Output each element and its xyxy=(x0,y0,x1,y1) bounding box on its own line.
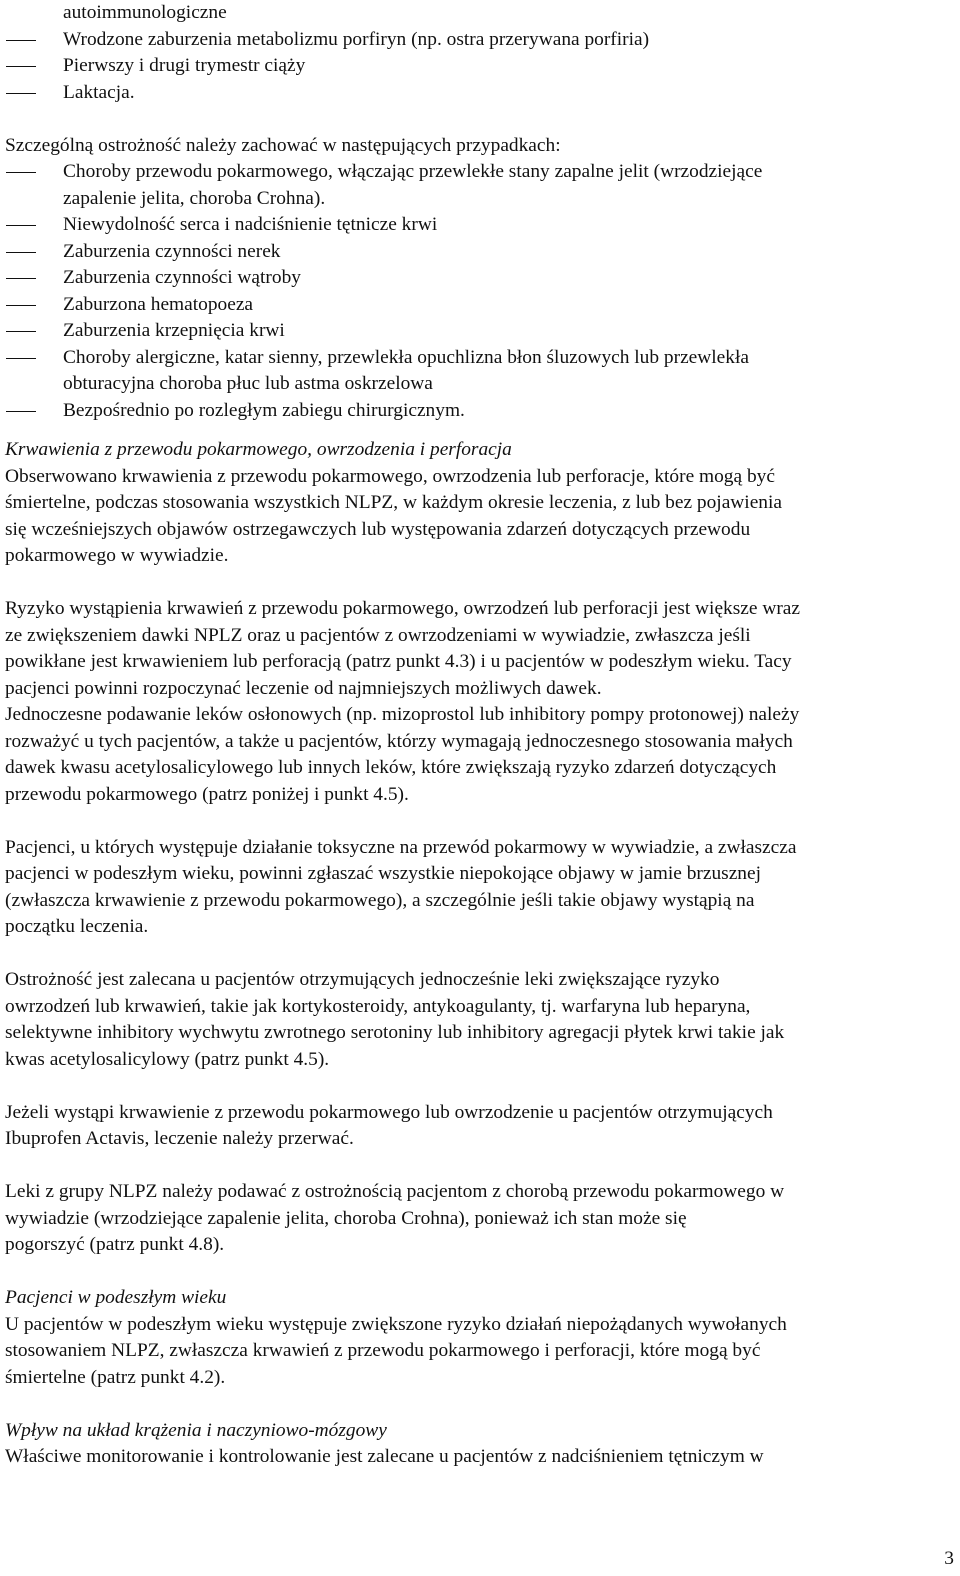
dash-bullet-icon xyxy=(6,265,36,292)
list-item: Choroby alergiczne, katar sienny, przewlekła opuchlizna błon śluzowych lub przewlekła obturacyjna choroba płuc lub astma oskrzelowa xyxy=(5,345,955,398)
list-item: Zaburzona hematopoeza xyxy=(5,292,955,319)
paragraph-elderly: U pacjentów w podeszłym wieku występuje zwiększone ryzyko działań niepożądanych wywołanych stosowaniem NLPZ, zwłaszcza krwawień z przewodu pokarmowego i perforacji, które mogą być śmiertelne (patrz punkt 4.2). xyxy=(5,1313,787,1388)
paragraph-gi-2: Ryzyko wystąpienia krwawień z przewodu pokarmowego, owrzodzeń lub perforacji jest większe wraz ze zwiększeniem dawki NPLZ oraz u pacjentów z owrzodzeniami w wywiadzie, zwłaszcza jeśli powikłane jest krwawieniem lub perforacją (patrz punkt 4.3) i u pacjentów w podeszłym wieku. Tacy pacjenci powinni rozpoczynać leczenie od najmniejszych możliwych dawek. Jednoczesne podawanie leków osłonowych (np. mizoprostol lub inhibitory pompy protonowej) należy rozważyć u tych pacjentów, a także u pacjentów, którzy wymagają jednoczesnego stosowania małych dawek kwasu acetylosalicylowego lub innych leków, które zwiększają ryzyko zdarzeń dotyczących przewodu pokarmowego (patrz poniżej i punkt 4.5). xyxy=(5,598,801,805)
list-item: Choroby przewodu pokarmowego, włączając przewlekłe stany zapalne jelit (wrzodziejące zapalenie jelita, choroba Crohna). xyxy=(5,159,955,212)
paragraph-gi-1: Obserwowano krwawienia z przewodu pokarmowego, owrzodzenia lub perforacje, które mogą być śmiertelne, podczas stosowania wszystkich NLPZ, w każdym okresie leczenia, z lub bez pojawienia się wcześniejszych objawów ostrzegawczych lub występowania zdarzeń dotyczących przewodu pokarmowego w wywiadzie. xyxy=(5,465,782,566)
dash-bullet-icon xyxy=(6,239,36,266)
paragraph-gi-6: Leki z grupy NLPZ należy podawać z ostrożnością pacjentom z chorobą przewodu pokarmowego w wywiadzie (wrzodziejące zapalenie jelita, choroba Crohna), ponieważ ich stan może się pogorszyć (patrz punkt 4.8). xyxy=(5,1181,785,1255)
dash-bullet-icon xyxy=(6,80,36,107)
spacer xyxy=(5,1259,955,1286)
list-item: Zaburzenia czynności nerek xyxy=(5,239,955,266)
spacer xyxy=(5,106,955,133)
paragraph-gi-3: Pacjenci, u których występuje działanie toksyczne na przewód pokarmowy w wywiadzie, a zwłaszcza pacjenci w podeszłym wieku, powinni zgłaszać wszystkie niepokojące objawy w jamie brzusznej (zwłaszcza krwawienie z przewodu pokarmowego), a szczególnie jeśli takie objawy wystąpią na początku leczenia. xyxy=(5,836,797,937)
section-heading-elderly: Pacjenci w podeszłym wieku xyxy=(5,1287,227,1308)
list-item: Niewydolność serca i nadciśnienie tętnicze krwi xyxy=(5,212,955,239)
spacer xyxy=(5,808,955,835)
paragraph-gi-5: Jeżeli wystąpi krwawienie z przewodu pokarmowego lub owrzodzenie u pacjentów otrzymujących Ibuprofen Actavis, leczenie należy przerwać. xyxy=(5,1101,773,1149)
spacer xyxy=(5,1073,955,1100)
caution-list xyxy=(5,159,955,424)
dash-bullet-icon xyxy=(6,398,36,425)
section-heading-cardio: Wpływ na układ krążenia i naczyniowo-mózgowy xyxy=(5,1419,387,1441)
document-page xyxy=(5,0,955,1471)
list-item: Bezpośrednio po rozległym zabiegu chirurgicznym. xyxy=(5,398,955,425)
caution-intro: Szczególną ostrożność należy zachować w następujących przypadkach: xyxy=(5,134,561,156)
list-continuation: autoimmunologiczne xyxy=(63,2,227,23)
spacer xyxy=(5,941,955,968)
spacer xyxy=(5,1391,955,1418)
list-item: Wrodzone zaburzenia metabolizmu porfiryn (np. ostra przerywana porfiria) xyxy=(5,27,955,54)
list-item: Zaburzenia czynności wątroby xyxy=(5,265,955,292)
dash-bullet-icon xyxy=(6,159,36,186)
section-heading-gi: Krwawienia z przewodu pokarmowego, owrzodzenia i perforacja xyxy=(5,439,512,460)
dash-bullet-icon xyxy=(6,212,36,239)
dash-bullet-icon xyxy=(6,292,36,319)
list-item: Laktacja. xyxy=(5,80,955,107)
dash-bullet-icon xyxy=(6,318,36,345)
list-item: Pierwszy i drugi trymestr ciąży xyxy=(5,53,955,80)
spacer xyxy=(5,424,955,437)
contraindications-list xyxy=(5,27,955,107)
spacer xyxy=(5,570,955,597)
dash-bullet-icon xyxy=(6,27,36,54)
dash-bullet-icon xyxy=(6,53,36,80)
spacer xyxy=(5,1153,955,1180)
paragraph-cardio: Właściwe monitorowanie i kontrolowanie jest zalecane u pacjentów z nadciśnieniem tętniczym w xyxy=(5,1446,764,1467)
page-number: 3 xyxy=(944,1548,954,1569)
dash-bullet-icon xyxy=(6,345,36,372)
list-item: Zaburzenia krzepnięcia krwi xyxy=(5,318,955,345)
paragraph-gi-4: Ostrożność jest zalecana u pacjentów otrzymujących jednocześnie leki zwiększające ryzyko owrzodzeń lub krwawień, takie jak kortykosteroidy, antykoagulanty, tj. warfaryna lub heparyna, selektywne inhibitory wychwytu zwrotnego serotoniny lub inhibitory agregacji płytek krwi takie jak kwas acetylosalicylowy (patrz punkt 4.5). xyxy=(5,969,785,1070)
